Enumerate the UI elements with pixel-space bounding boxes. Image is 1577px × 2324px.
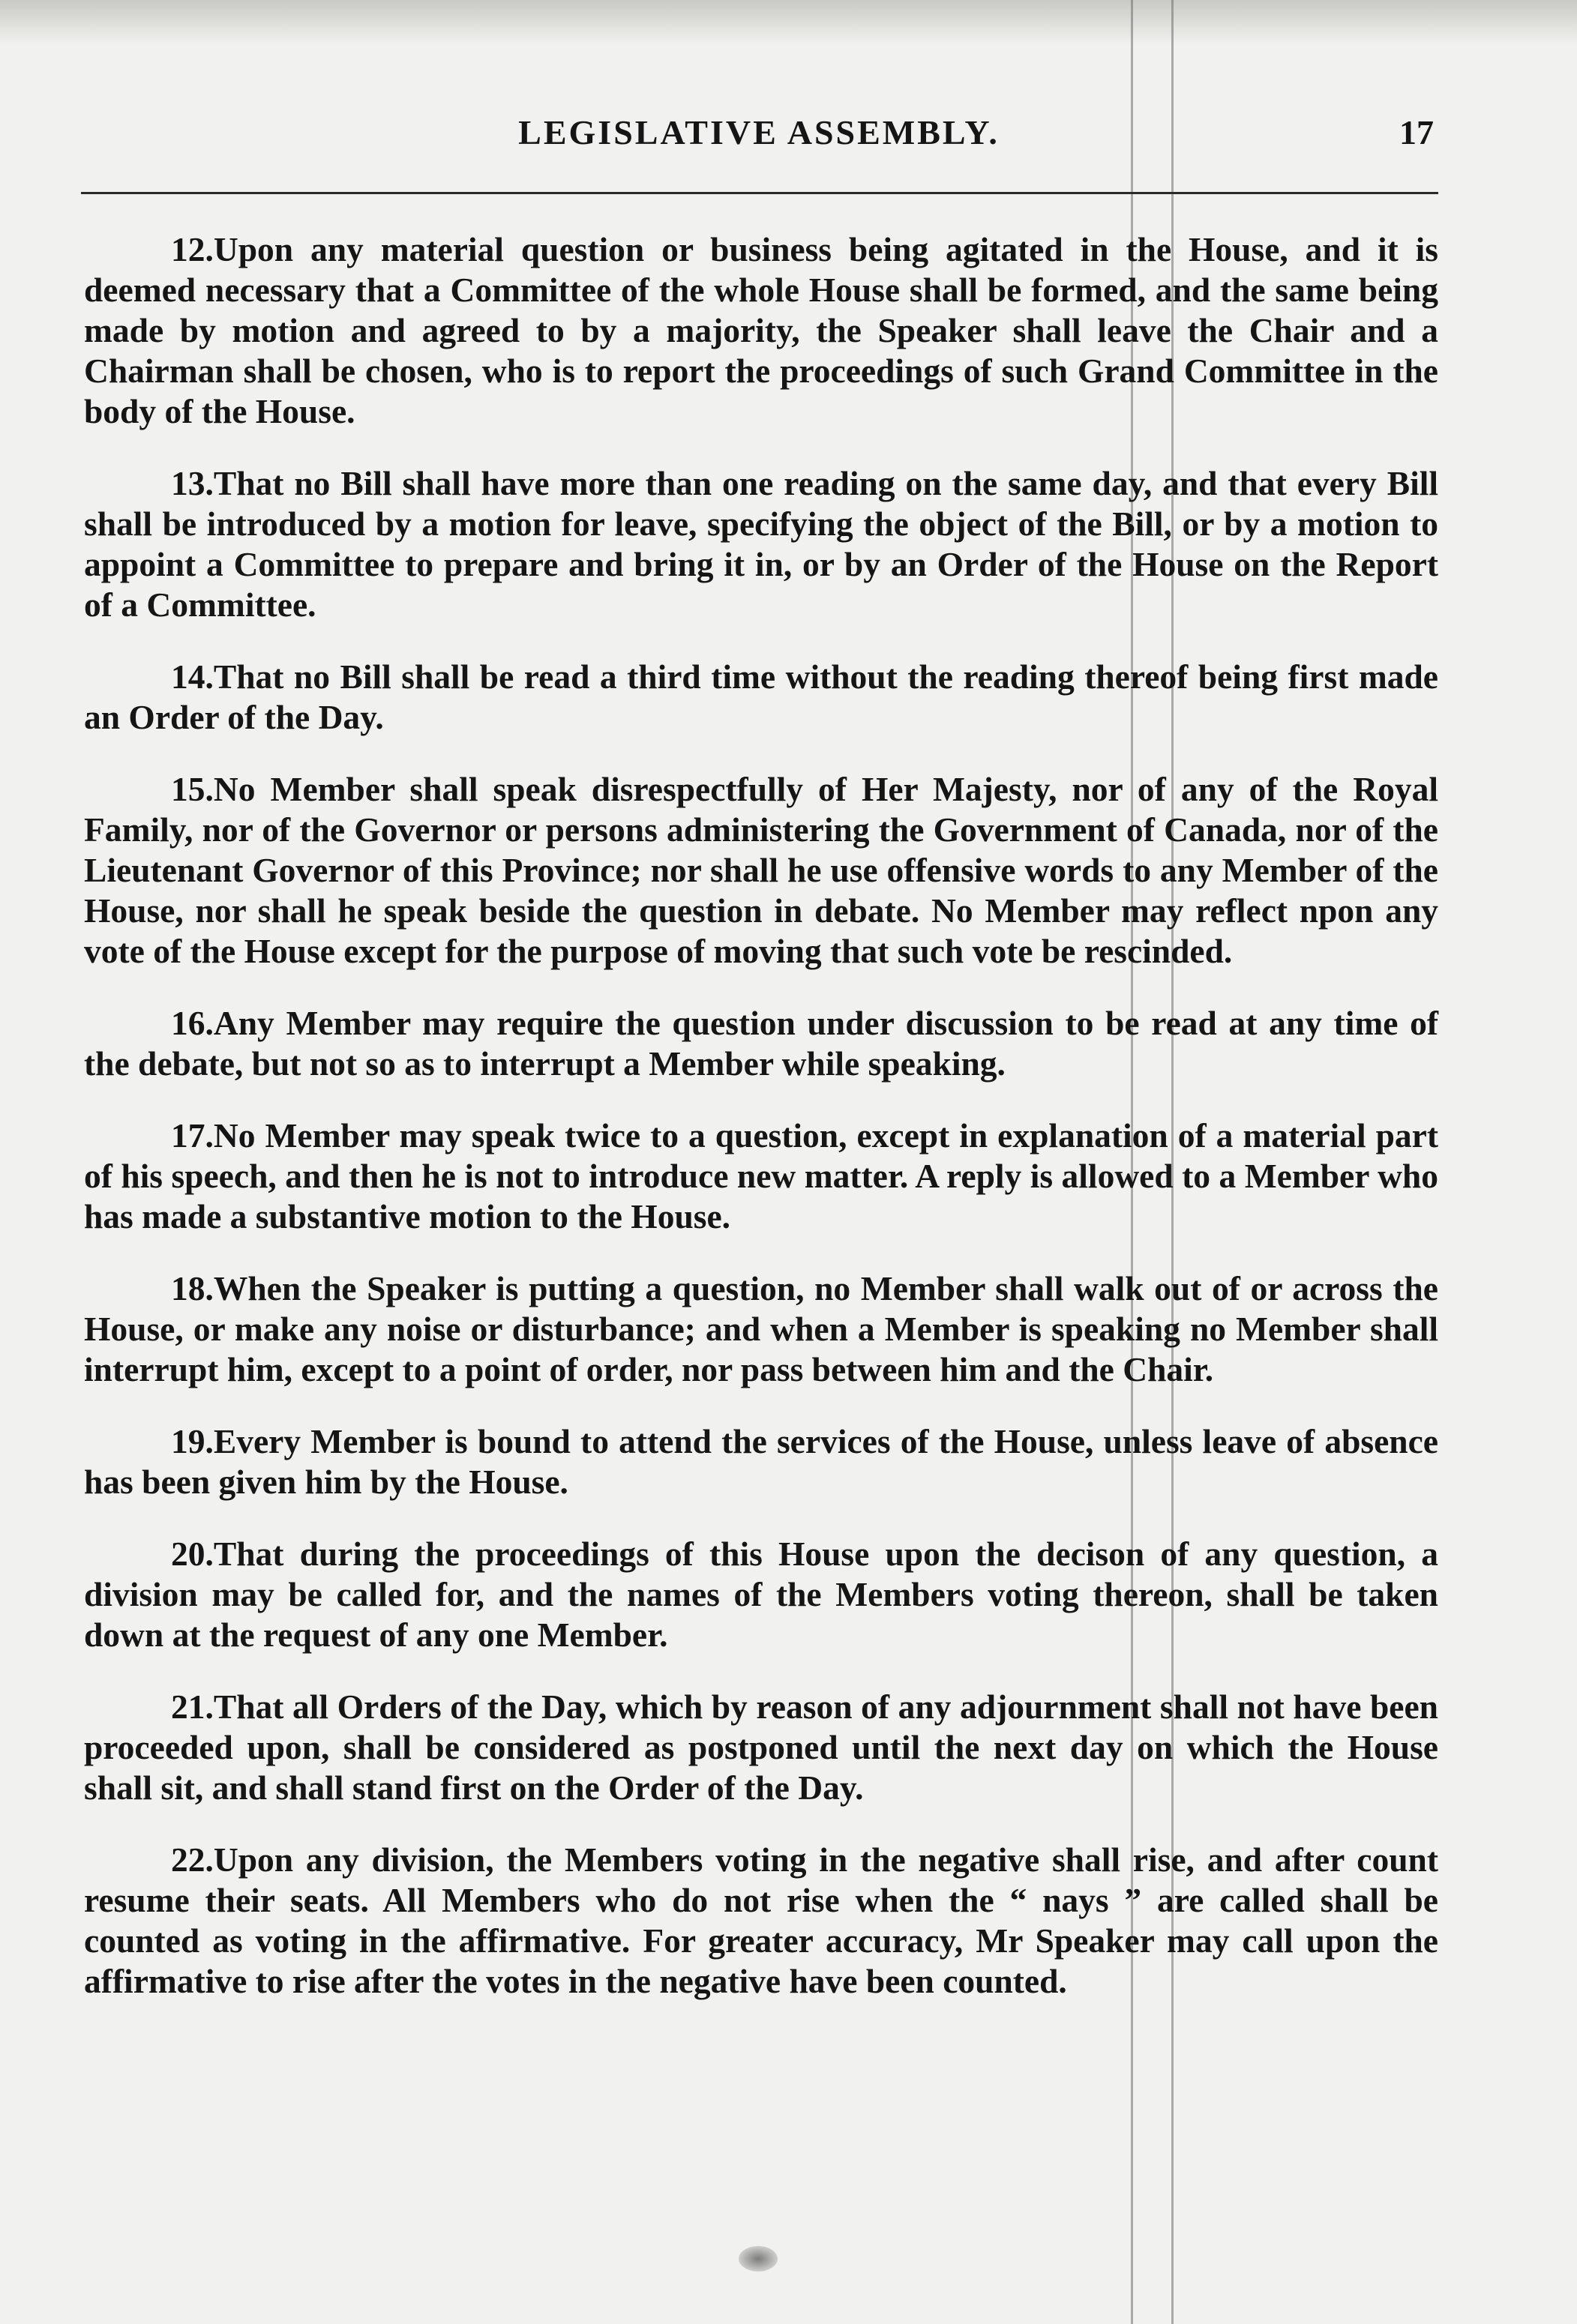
rule-number: 20. xyxy=(171,1535,214,1573)
rule-text: That no Bill shall be read a third time without the reading thereof being first made an Order of the Day. xyxy=(84,657,1438,736)
rule-number: 15. xyxy=(171,770,214,808)
rule-paragraph xyxy=(84,1840,1438,2002)
rule-text: Every Member is bound to attend the services of the House, unless leave of absence has been given him by the House. xyxy=(84,1422,1438,1501)
rule-paragraph xyxy=(84,1116,1438,1237)
rule-text: That no Bill shall have more than one reading on the same day, and that every Bill shall be introduced by a motion for leave, specifying the object of the Bill, or by a motion to appoint a Committee to prepare and bring it in, or by an Order of the House on the Report of a Committee. xyxy=(84,464,1438,624)
rule-number: 12. xyxy=(171,230,214,268)
rule-number: 14. xyxy=(171,657,214,696)
page-header xyxy=(84,112,1434,172)
rule-text: No Member may speak twice to a question, except in explanation of a material part of his speech, and then he is not to introduce new matter. A reply is allowed to a Member who has made a substantive motion to the House. xyxy=(84,1116,1438,1235)
rule-number: 13. xyxy=(171,464,214,502)
scan-edge-shadow xyxy=(0,0,1577,45)
ink-smudge xyxy=(739,2246,778,2272)
rule-paragraph xyxy=(84,229,1438,432)
page-number: 17 xyxy=(1399,113,1434,151)
rule-text: No Member shall speak disrespectfully of Her Majesty, nor of any of the Royal Family, nor of the Governor or persons administering the Government of Canada, nor of the Lieutenant Governor of this Province; nor shall he use offensive words to any Member of the House, nor shall he speak beside the question in debate. No Member may reflect npon any vote of the House except for the purpose of moving that such vote be rescinded. xyxy=(84,770,1438,970)
rule-paragraph xyxy=(84,657,1438,738)
running-title: LEGISLATIVE ASSEMBLY. xyxy=(518,113,1000,151)
rule-text: Any Member may require the question under discussion to be read at any time of the debate, but not so as to interrupt a Member while speaking. xyxy=(84,1004,1438,1083)
rule-text: Upon any division, the Members voting in the negative shall rise, and after count resume their seats. All Members who do not rise when the “ nays ” are called shall be counted as voting in the affirmative. For greater accuracy, Mr Speaker may call upon the affirmative to rise after the votes in the negative have been counted. xyxy=(84,1840,1438,2000)
rule-number: 16. xyxy=(171,1004,214,1042)
rule-number: 22. xyxy=(171,1840,214,1879)
rule-number: 21. xyxy=(171,1688,214,1726)
rule-paragraph xyxy=(84,1687,1438,1808)
rule-text: That during the proceedings of this House upon the decison of any question, a division may be called for, and the names of the Members voting thereon, shall be taken down at the request of any one Member. xyxy=(84,1535,1438,1654)
rule-paragraph xyxy=(84,463,1438,625)
rule-paragraph xyxy=(84,1268,1438,1390)
rule-text: Upon any material question or business being agitated in the House, and it is deemed necessary that a Committee of the whole House shall be formed, and the same being made by motion and agreed to by a majority, the Speaker shall leave the Chair and a Chairman shall be chosen, who is to report the proceedings of such Grand Committee in the body of the House. xyxy=(84,230,1438,430)
rule-text: When the Speaker is putting a question, no Member shall walk out of or across the House, or make any noise or disturbance; and when a Member is speaking no Member shall interrupt him, except to a point of order, nor pass between him and the Chair. xyxy=(84,1269,1438,1388)
rule-text: That all Orders of the Day, which by reason of any adjournment shall not have been proceeded upon, shall be considered as postponed until the next day on which the House shall sit, and shall stand first on the Order of the Day. xyxy=(84,1688,1438,1807)
rule-paragraph xyxy=(84,1003,1438,1084)
rule-paragraph xyxy=(84,769,1438,972)
header-rule xyxy=(81,192,1438,194)
rule-number: 19. xyxy=(171,1422,214,1460)
rule-paragraph xyxy=(84,1421,1438,1502)
rules-body xyxy=(84,229,1438,2033)
rule-number: 17. xyxy=(171,1116,214,1155)
rule-paragraph xyxy=(84,1534,1438,1655)
rule-number: 18. xyxy=(171,1269,214,1307)
